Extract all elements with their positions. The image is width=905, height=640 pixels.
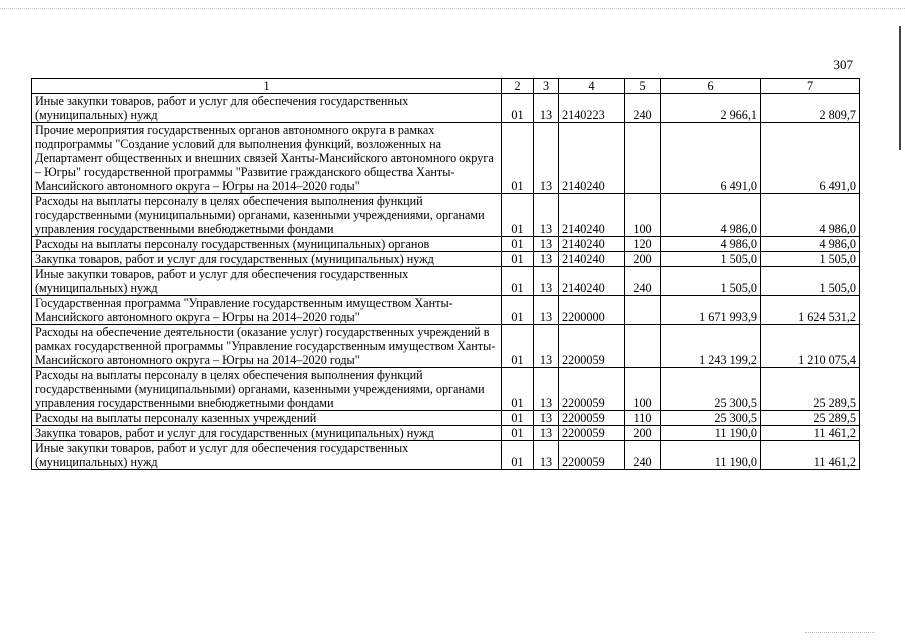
row-sum-col7: 2 809,7 bbox=[761, 94, 860, 123]
row-description: Иные закупки товаров, работ и услуг для обеспечения государственных (муниципальных) нужд bbox=[32, 441, 502, 470]
row-expense-type: 240 bbox=[625, 441, 661, 470]
row-expense-type: 100 bbox=[625, 194, 661, 237]
row-sum-col6: 25 300,5 bbox=[661, 368, 761, 411]
row-target-article: 2140240 bbox=[559, 194, 625, 237]
col-header-2: 2 bbox=[502, 79, 534, 94]
row-expense-type: 110 bbox=[625, 411, 661, 426]
row-description: Расходы на выплаты персоналу в целях обеспечения выполнения функций государственными (муниципальными) органами, казенными учреждениями, органами управления государственными внебюджетными фондами bbox=[32, 194, 502, 237]
col-header-5: 5 bbox=[625, 79, 661, 94]
scan-edge-line bbox=[0, 8, 905, 10]
row-section: 01 bbox=[502, 325, 534, 368]
row-sum-col7: 1 210 075,4 bbox=[761, 325, 860, 368]
row-target-article: 2140240 bbox=[559, 267, 625, 296]
row-target-article: 2140240 bbox=[559, 237, 625, 252]
row-description: Расходы на выплаты персоналу государственных (муниципальных) органов bbox=[32, 237, 502, 252]
table-row bbox=[32, 426, 860, 441]
row-expense-type: 200 bbox=[625, 426, 661, 441]
row-sum-col7: 1 505,0 bbox=[761, 252, 860, 267]
row-section: 01 bbox=[502, 194, 534, 237]
row-sum-col6: 6 491,0 bbox=[661, 123, 761, 194]
row-description: Иные закупки товаров, работ и услуг для обеспечения государственных (муниципальных) нужд bbox=[32, 94, 502, 123]
row-expense-type: 120 bbox=[625, 237, 661, 252]
row-target-article: 2200059 bbox=[559, 441, 625, 470]
col-header-1: 1 bbox=[32, 79, 502, 94]
table-row bbox=[32, 325, 860, 368]
col-header-7: 7 bbox=[761, 79, 860, 94]
row-section: 01 bbox=[502, 426, 534, 441]
row-sum-col6: 25 300,5 bbox=[661, 411, 761, 426]
table-row bbox=[32, 237, 860, 252]
row-sum-col7: 11 461,2 bbox=[761, 441, 860, 470]
page-number: 307 bbox=[833, 57, 853, 72]
row-section: 01 bbox=[502, 123, 534, 194]
row-expense-type: 200 bbox=[625, 252, 661, 267]
row-subsection: 13 bbox=[534, 123, 559, 194]
row-subsection: 13 bbox=[534, 194, 559, 237]
row-subsection: 13 bbox=[534, 94, 559, 123]
row-expense-type: 100 bbox=[625, 368, 661, 411]
row-sum-col6: 2 966,1 bbox=[661, 94, 761, 123]
row-sum-col7: 4 986,0 bbox=[761, 237, 860, 252]
row-sum-col7: 25 289,5 bbox=[761, 411, 860, 426]
row-section: 01 bbox=[502, 267, 534, 296]
row-sum-col6: 11 190,0 bbox=[661, 426, 761, 441]
row-target-article: 2140240 bbox=[559, 252, 625, 267]
table-row bbox=[32, 441, 860, 470]
row-sum-col7: 4 986,0 bbox=[761, 194, 860, 237]
scan-side-mark bbox=[899, 26, 901, 150]
table-row bbox=[32, 296, 860, 325]
row-expense-type: 240 bbox=[625, 94, 661, 123]
row-section: 01 bbox=[502, 441, 534, 470]
row-subsection: 13 bbox=[534, 267, 559, 296]
row-target-article: 2140223 bbox=[559, 94, 625, 123]
row-sum-col6: 4 986,0 bbox=[661, 237, 761, 252]
row-sum-col7: 25 289,5 bbox=[761, 368, 860, 411]
row-sum-col7: 11 461,2 bbox=[761, 426, 860, 441]
table-row bbox=[32, 267, 860, 296]
row-section: 01 bbox=[502, 368, 534, 411]
row-section: 01 bbox=[502, 296, 534, 325]
row-expense-type bbox=[625, 123, 661, 194]
row-target-article: 2200059 bbox=[559, 325, 625, 368]
row-subsection: 13 bbox=[534, 252, 559, 267]
row-sum-col7: 6 491,0 bbox=[761, 123, 860, 194]
col-header-4: 4 bbox=[559, 79, 625, 94]
row-expense-type: 240 bbox=[625, 267, 661, 296]
row-target-article: 2200059 bbox=[559, 411, 625, 426]
row-sum-col6: 4 986,0 bbox=[661, 194, 761, 237]
row-target-article: 2140240 bbox=[559, 123, 625, 194]
row-subsection: 13 bbox=[534, 441, 559, 470]
row-sum-col6: 1 505,0 bbox=[661, 267, 761, 296]
row-description: Государственная программа "Управление государственным имуществом Ханты-Мансийского автономного округа – Югры на 2014–2020 годы" bbox=[32, 296, 502, 325]
row-section: 01 bbox=[502, 237, 534, 252]
row-subsection: 13 bbox=[534, 325, 559, 368]
row-subsection: 13 bbox=[534, 368, 559, 411]
row-sum-col6: 1 505,0 bbox=[661, 252, 761, 267]
row-expense-type bbox=[625, 325, 661, 368]
row-sum-col6: 1 671 993,9 bbox=[661, 296, 761, 325]
row-target-article: 2200059 bbox=[559, 368, 625, 411]
row-section: 01 bbox=[502, 411, 534, 426]
row-sum-col7: 1 505,0 bbox=[761, 267, 860, 296]
scan-footer-dots bbox=[805, 632, 875, 634]
row-sum-col6: 11 190,0 bbox=[661, 441, 761, 470]
row-subsection: 13 bbox=[534, 426, 559, 441]
row-description: Расходы на выплаты персоналу казенных учреждений bbox=[32, 411, 502, 426]
row-subsection: 13 bbox=[534, 296, 559, 325]
row-description: Иные закупки товаров, работ и услуг для обеспечения государственных (муниципальных) нужд bbox=[32, 267, 502, 296]
row-description: Расходы на обеспечение деятельности (оказание услуг) государственных учреждений в рамках государственной программы "Управление государственным имуществом Ханты-Мансийского автономного округа – Югры на 2014–2020 годы" bbox=[32, 325, 502, 368]
header-row bbox=[32, 79, 860, 94]
table-row bbox=[32, 368, 860, 411]
table-row bbox=[32, 411, 860, 426]
row-sum-col7: 1 624 531,2 bbox=[761, 296, 860, 325]
row-description: Расходы на выплаты персоналу в целях обеспечения выполнения функций государственными (муниципальными) органами, казенными учреждениями, органами управления государственными внебюджетными фондами bbox=[32, 368, 502, 411]
row-target-article: 2200000 bbox=[559, 296, 625, 325]
col-header-6: 6 bbox=[661, 79, 761, 94]
table-row bbox=[32, 94, 860, 123]
row-sum-col6: 1 243 199,2 bbox=[661, 325, 761, 368]
table-row bbox=[32, 252, 860, 267]
row-expense-type bbox=[625, 296, 661, 325]
row-section: 01 bbox=[502, 94, 534, 123]
row-subsection: 13 bbox=[534, 237, 559, 252]
budget-table bbox=[31, 78, 860, 470]
row-subsection: 13 bbox=[534, 411, 559, 426]
table-row bbox=[32, 194, 860, 237]
row-description: Закупка товаров, работ и услуг для государственных (муниципальных) нужд bbox=[32, 426, 502, 441]
col-header-3: 3 bbox=[534, 79, 559, 94]
row-section: 01 bbox=[502, 252, 534, 267]
row-description: Закупка товаров, работ и услуг для государственных (муниципальных) нужд bbox=[32, 252, 502, 267]
row-description: Прочие мероприятия государственных органов автономного округа в рамках подпрограммы "Создание условий для выполнения функций, возложенных на Департамент общественных и внешних связей Ханты-Мансийского автономного округа – Югры" государственной программы "Развитие гражданского общества Ханты-Мансийского автономного округа – Югры на 2014–2020 годы" bbox=[32, 123, 502, 194]
row-target-article: 2200059 bbox=[559, 426, 625, 441]
table-row bbox=[32, 123, 860, 194]
